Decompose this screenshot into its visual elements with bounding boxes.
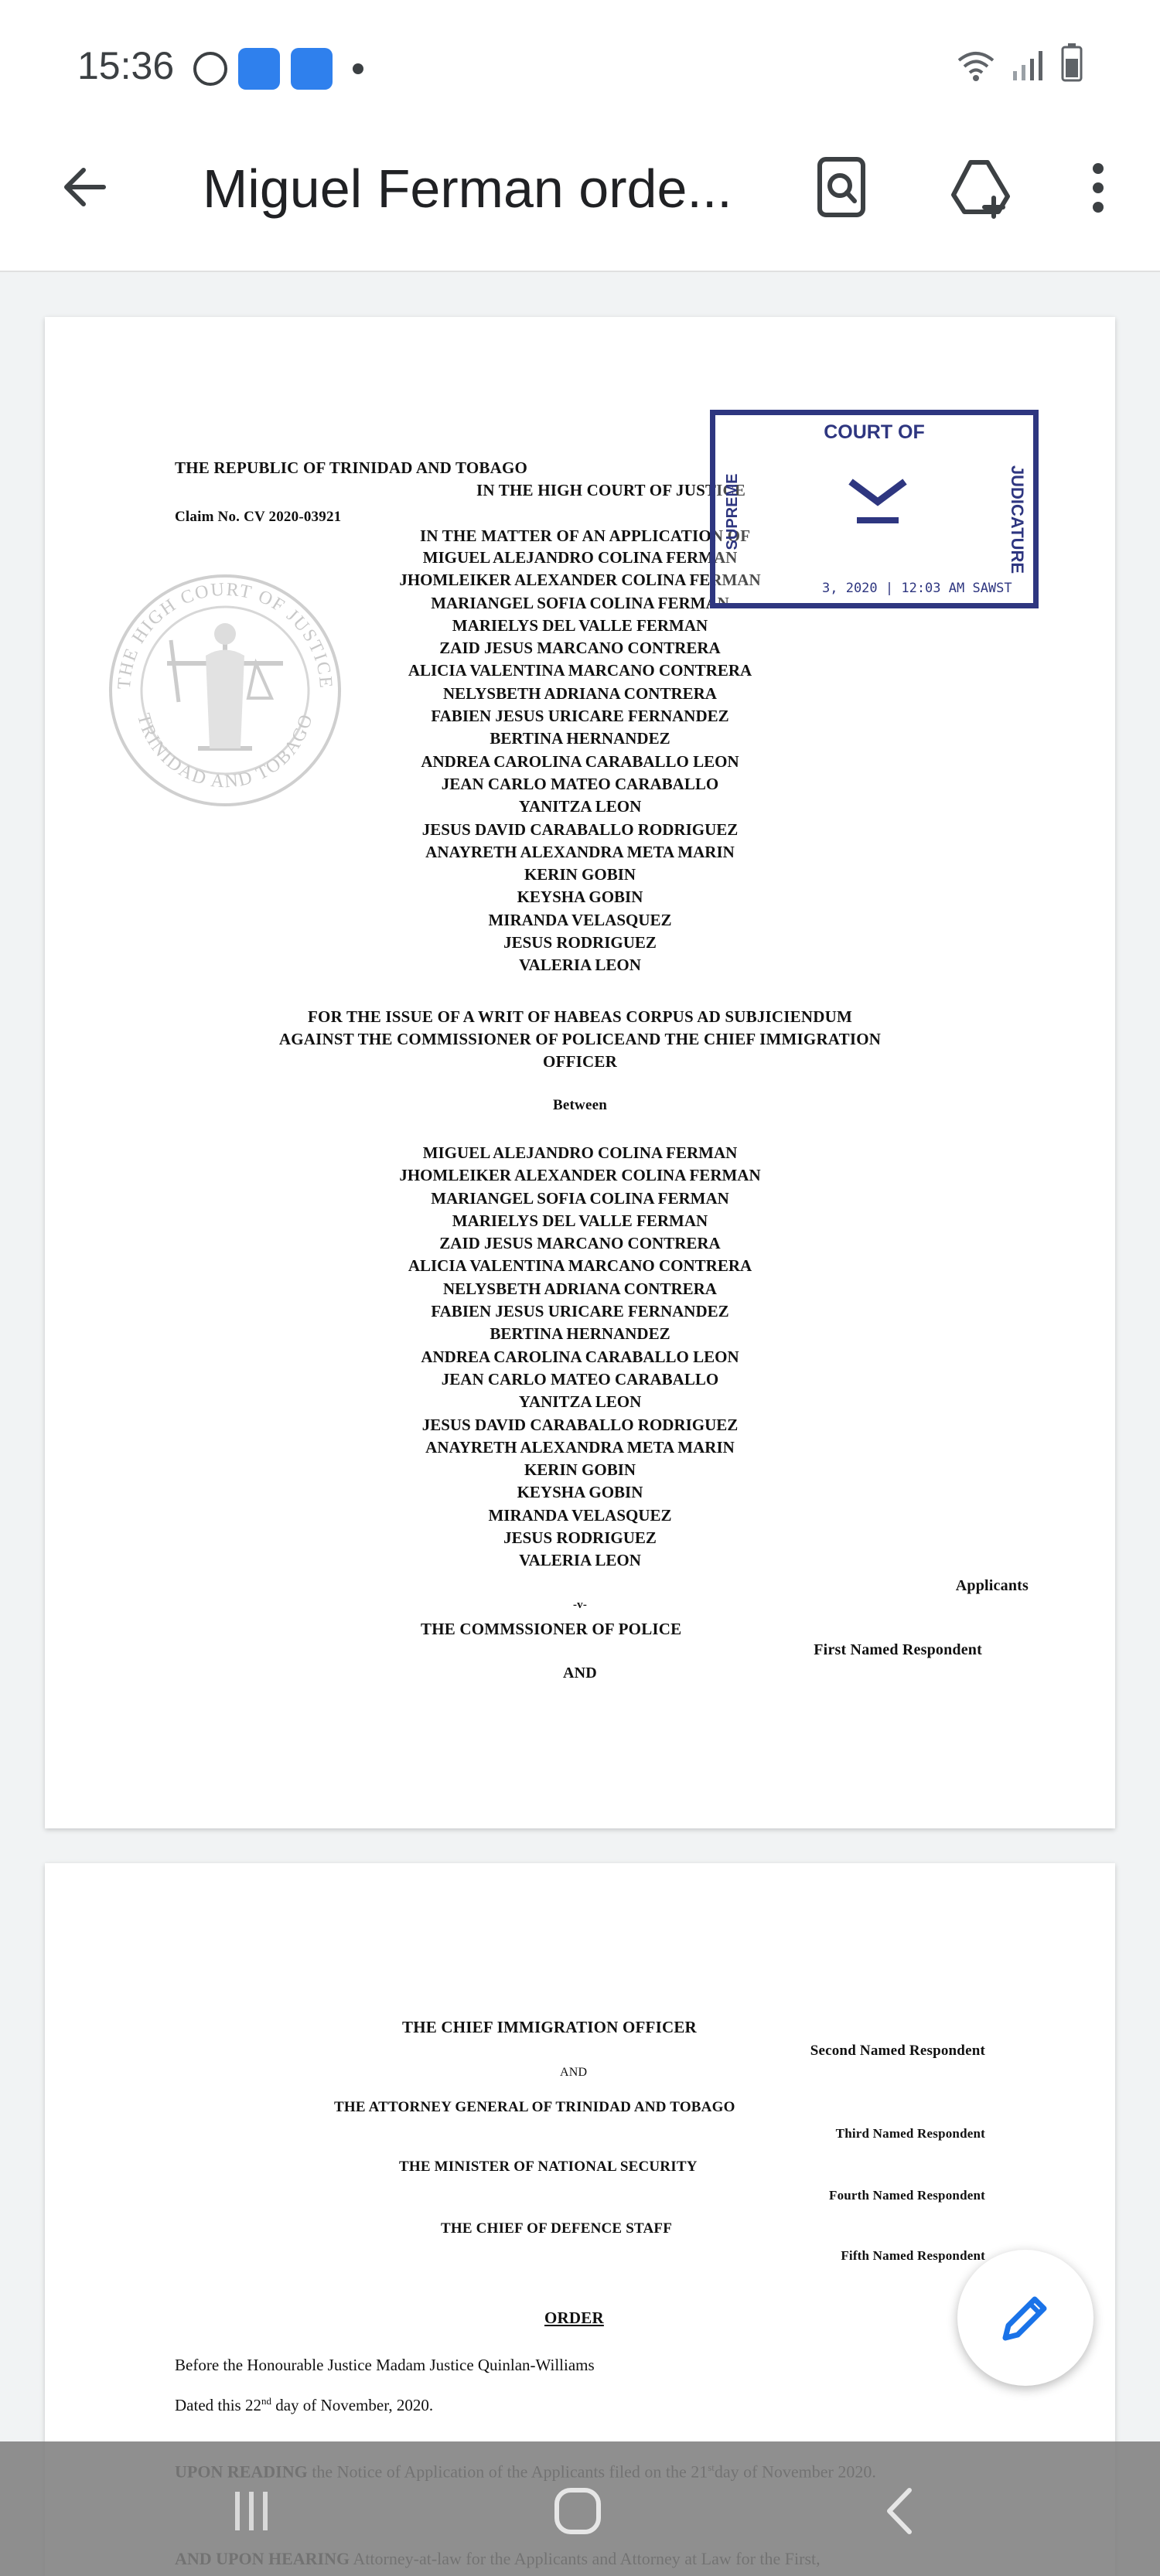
dated-line <box>175 2383 1029 2424</box>
between-label: Between <box>553 1097 607 1113</box>
claim-number: Claim No. CV 2020-03921 <box>175 509 342 525</box>
more-vert-icon[interactable] <box>1063 153 1133 223</box>
respondent-4-role: Fourth Named Respondent <box>828 2188 985 2203</box>
system-navigation-bar <box>0 2441 1160 2576</box>
back-arrow-icon[interactable] <box>54 156 116 218</box>
recents-icon[interactable] <box>224 2484 278 2538</box>
list-item: NELYSBETH ADRIANA CONTRERA <box>443 683 717 703</box>
respondent-1-role: First Named Respondent <box>814 1641 982 1658</box>
and-label-2: AND <box>560 2066 588 2079</box>
list-item: JESUS RODRIGUEZ <box>503 933 657 952</box>
list-item: JHOMLEIKER ALEXANDER COLINA FERMAN <box>399 1166 761 1185</box>
list-item: JEAN CARLO MATEO CARABALLO <box>441 1369 719 1389</box>
app-notification-icon-2 <box>291 48 333 90</box>
writ-line-1: FOR THE ISSUE OF A WRIT OF HABEAS CORPUS AD SUBJICIENDUM <box>308 1007 852 1026</box>
svg-text:JUDICATURE: JUDICATURE <box>1008 465 1027 574</box>
list-item: ANDREA CAROLINA CARABALLO LEON <box>421 751 739 771</box>
more-notifications-dot-icon <box>353 63 363 74</box>
list-item: ANAYRETH ALEXANDRA META MARIN <box>425 842 735 861</box>
respondent-3: THE ATTORNEY GENERAL OF TRINIDAD AND TOBAGO <box>334 2099 735 2115</box>
stamp-top-text: COURT OF <box>824 421 925 443</box>
applicant-list-1 <box>45 547 1115 977</box>
signal-icon <box>1012 48 1046 82</box>
order-heading: ORDER <box>544 2309 604 2327</box>
app-notification-icon <box>238 48 280 90</box>
edit-fab-button[interactable] <box>957 2250 1093 2386</box>
document-title: Miguel Ferman orde... <box>203 158 732 219</box>
list-item: MIGUEL ALEJANDRO COLINA FERMAN <box>422 1143 738 1162</box>
wifi-icon <box>956 48 996 82</box>
list-item: ALICIA VALENTINA MARCANO CONTRERA <box>408 661 752 680</box>
court-stamp <box>710 410 1039 608</box>
list-item: BERTINA HERNANDEZ <box>490 729 670 748</box>
list-item: FABIEN JESUS URICARE FERNANDEZ <box>431 1302 729 1321</box>
list-item: JEAN CARLO MATEO CARABALLO <box>441 774 719 793</box>
respondent-1: THE COMMSSIONER OF POLICE <box>421 1620 682 1638</box>
list-item: ALICIA VALENTINA MARCANO CONTRERA <box>408 1256 752 1276</box>
svg-text:SUPREME: SUPREME <box>724 473 741 550</box>
list-item: BERTINA HERNANDEZ <box>490 1324 670 1344</box>
list-item: YANITZA LEON <box>518 797 642 816</box>
list-item: MARIELYS DEL VALLE FERMAN <box>452 615 708 635</box>
list-item: ANAYRETH ALEXANDRA META MARIN <box>425 1437 735 1457</box>
whatsapp-icon <box>193 52 227 86</box>
list-item: JHOMLEIKER ALEXANDER COLINA FERMAN <box>399 571 761 590</box>
list-item: JESUS DAVID CARABALLO RODRIGUEZ <box>421 819 739 839</box>
list-item: KERIN GOBIN <box>524 865 636 884</box>
list-item: KEYSHA GOBIN <box>517 888 643 907</box>
document-page-1 <box>45 317 1115 1828</box>
respondent-3-role: Third Named Respondent <box>835 2126 985 2141</box>
respondent-2: THE CHIEF IMMIGRATION OFFICER <box>402 2018 697 2036</box>
list-item: KERIN GOBIN <box>524 1460 636 1480</box>
app-bar <box>0 124 1160 272</box>
seal-ring-text-bottom: TRINIDAD AND TOBAGO <box>133 710 317 792</box>
dated-prefix: Dated this 22 <box>175 2396 261 2414</box>
status-bar <box>0 0 1160 124</box>
list-item: MARIANGEL SOFIA COLINA FERMAN <box>431 1188 729 1208</box>
versus-label: -v- <box>572 1599 588 1611</box>
respondent-2-role: Second Named Respondent <box>810 2043 985 2059</box>
list-item: ZAID JESUS MARCANO CONTRERA <box>439 639 721 658</box>
stamp-left-text <box>722 462 742 562</box>
header-court: IN THE HIGH COURT OF JUSTICE <box>476 481 746 499</box>
list-item: ANDREA CAROLINA CARABALLO LEON <box>421 1347 739 1366</box>
list-item: MARIANGEL SOFIA COLINA FERMAN <box>431 593 729 612</box>
writ-line-3: OFFICER <box>543 1052 617 1071</box>
edit-pencil-icon <box>996 2288 1055 2347</box>
nav-back-icon[interactable] <box>874 2484 928 2538</box>
stamp-emblem <box>843 469 913 531</box>
list-item: KEYSHA GOBIN <box>517 1483 643 1502</box>
respondent-5: THE CHIEF OF DEFENCE STAFF <box>441 2220 673 2237</box>
status-time: 15:36 <box>77 44 175 87</box>
system-icons <box>956 43 1083 82</box>
list-item: YANITZA LEON <box>518 1392 642 1412</box>
respondent-4: THE MINISTER OF NATIONAL SECURITY <box>399 2159 698 2175</box>
list-item: FABIEN JESUS URICARE FERNANDEZ <box>431 707 729 726</box>
dated-suffix: day of November, 2020. <box>271 2396 434 2414</box>
applicants-label: Applicants <box>955 1577 1029 1594</box>
list-item: NELYSBETH ADRIANA CONTRERA <box>443 1279 717 1298</box>
list-item: MIRANDA VELASQUEZ <box>488 910 672 929</box>
and-label-1: AND <box>563 1665 597 1682</box>
list-item: MIGUEL ALEJANDRO COLINA FERMAN <box>422 548 738 567</box>
header-republic: THE REPUBLIC OF TRINIDAD AND TOBAGO <box>175 458 528 477</box>
list-item: JESUS RODRIGUEZ <box>503 1528 657 1548</box>
before-line: Before the Honourable Justice Madam Justice Quinlan-Williams <box>175 2356 595 2374</box>
list-item: VALERIA LEON <box>519 1551 641 1570</box>
list-item: MIRANDA VELASQUEZ <box>488 1505 672 1525</box>
stamp-right-text <box>1005 454 1029 585</box>
list-item: VALERIA LEON <box>519 956 641 975</box>
dated-superscript: nd <box>261 2395 271 2407</box>
home-icon[interactable] <box>551 2484 605 2538</box>
list-item: MARIELYS DEL VALLE FERMAN <box>452 1211 708 1230</box>
respondent-5-role: Fifth Named Respondent <box>841 2248 985 2263</box>
list-item: ZAID JESUS MARCANO CONTRERA <box>439 1234 721 1253</box>
seal-ring-text-top: THE HIGH COURT OF JUSTICE <box>114 579 336 690</box>
battery-icon <box>1061 43 1083 82</box>
notification-icons <box>193 48 363 90</box>
writ-line-2: AGAINST THE COMMISSIONER OF POLICEAND THE CHIEF IMMIGRATION <box>278 1030 882 1048</box>
matter-line: IN THE MATTER OF AN APPLICATION OF <box>420 526 751 545</box>
applicant-list-2 <box>45 1142 1115 1573</box>
add-to-drive-icon[interactable] <box>947 153 1017 223</box>
stamp-date: 3, 2020 | 12:03 AM SAWST <box>822 581 1012 596</box>
list-item: JESUS DAVID CARABALLO RODRIGUEZ <box>421 1415 739 1434</box>
search-document-icon[interactable] <box>808 153 878 223</box>
